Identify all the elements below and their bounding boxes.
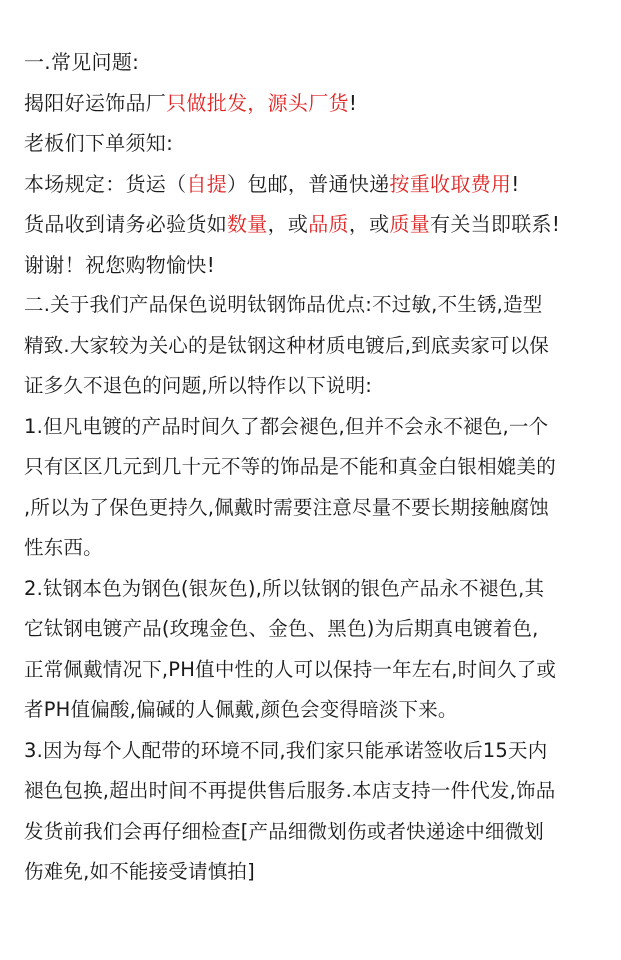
section2-line: 二.关于我们产品保色说明钛钢饰品优点:不过敏,不生锈,造型 — [24, 293, 543, 316]
quality-text: 质量 — [389, 212, 431, 236]
shipping-rule-line — [24, 164, 609, 205]
inspection-part2: ，或 — [267, 212, 309, 236]
factory-line-end: ! — [348, 90, 358, 115]
section2-line: 证多久不退色的问题,所以特作以下说明: — [24, 374, 373, 397]
inspection-part3: ，或 — [348, 212, 390, 236]
wholesale-notice: 只做批发，源头厂货 — [166, 90, 349, 115]
section2-line: 正常佩戴情况下,PH值中性的人可以保持一年左右,时间久了或 — [24, 657, 557, 681]
section2-line: 者PH值偏酸,偏碱的人佩戴,颜色会变得暗淡下来。 — [24, 698, 458, 721]
factory-name: 揭阳好运饰品厂 — [24, 90, 167, 115]
section2-line: 2.钛钢本色为钢色(银灰色),所以钛钢的银色产品永不褪色,其 — [24, 576, 545, 600]
section2-line: 发货前我们会再仔细检查[产品细微划伤或者快递途中细微划 — [24, 819, 545, 843]
shipping-rule-part2: ）包邮，普通快递 — [227, 171, 390, 196]
inspection-end: 有关当即联系! — [430, 212, 561, 236]
section2-line: 3.因为每个人配带的环境不同,我们家只能承诺签收后15天内 — [24, 738, 548, 762]
section2-line: ,所以为了保色更持久,佩戴时需要注意尽量不要长期接触腐蚀 — [24, 495, 549, 519]
section2-line: 性东西。 — [24, 536, 103, 559]
quality-grade-text: 品质 — [308, 212, 349, 236]
section2-line: 只有区区几元到几十元不等的饰品是不能和真金白银相媲美的 — [24, 455, 556, 478]
section2-line: 它钛钢电镀产品(玫瑰金色、金色、黑色)为后期真电镀着色, — [24, 617, 539, 640]
weight-fee-text: 按重收取费用 — [389, 171, 512, 196]
shipping-rule-part1: 本场规定：货运（ — [24, 171, 187, 196]
section2-line: 1.但凡电镀的产品时间久了都会褪色,但并不会永不褪色,一个 — [24, 414, 549, 438]
quantity-text: 数量 — [227, 212, 268, 236]
inspection-part1: 货品收到请务必验货如 — [24, 212, 227, 236]
self-pickup-text: 自提 — [186, 171, 228, 196]
section1-heading: 一.常见问题: — [24, 50, 140, 74]
thanks-line: 谢谢！祝您购物愉快! — [24, 252, 216, 277]
inspection-line — [24, 204, 609, 245]
document-body — [24, 42, 609, 893]
order-notice-heading: 老板们下单须知: — [24, 131, 174, 155]
shipping-rule-end: ! — [511, 171, 520, 196]
section2-line: 伤难免,如不能接受请慎拍] — [24, 860, 255, 883]
section2-line: 精致.大家较为关心的是钛钢这种材质电镀后,到底卖家可以保 — [24, 333, 549, 357]
factory-line — [24, 83, 609, 124]
section2-line: 褪色包换,超出时间不再提供售后服务.本店支持一件代发,饰品 — [24, 779, 556, 802]
